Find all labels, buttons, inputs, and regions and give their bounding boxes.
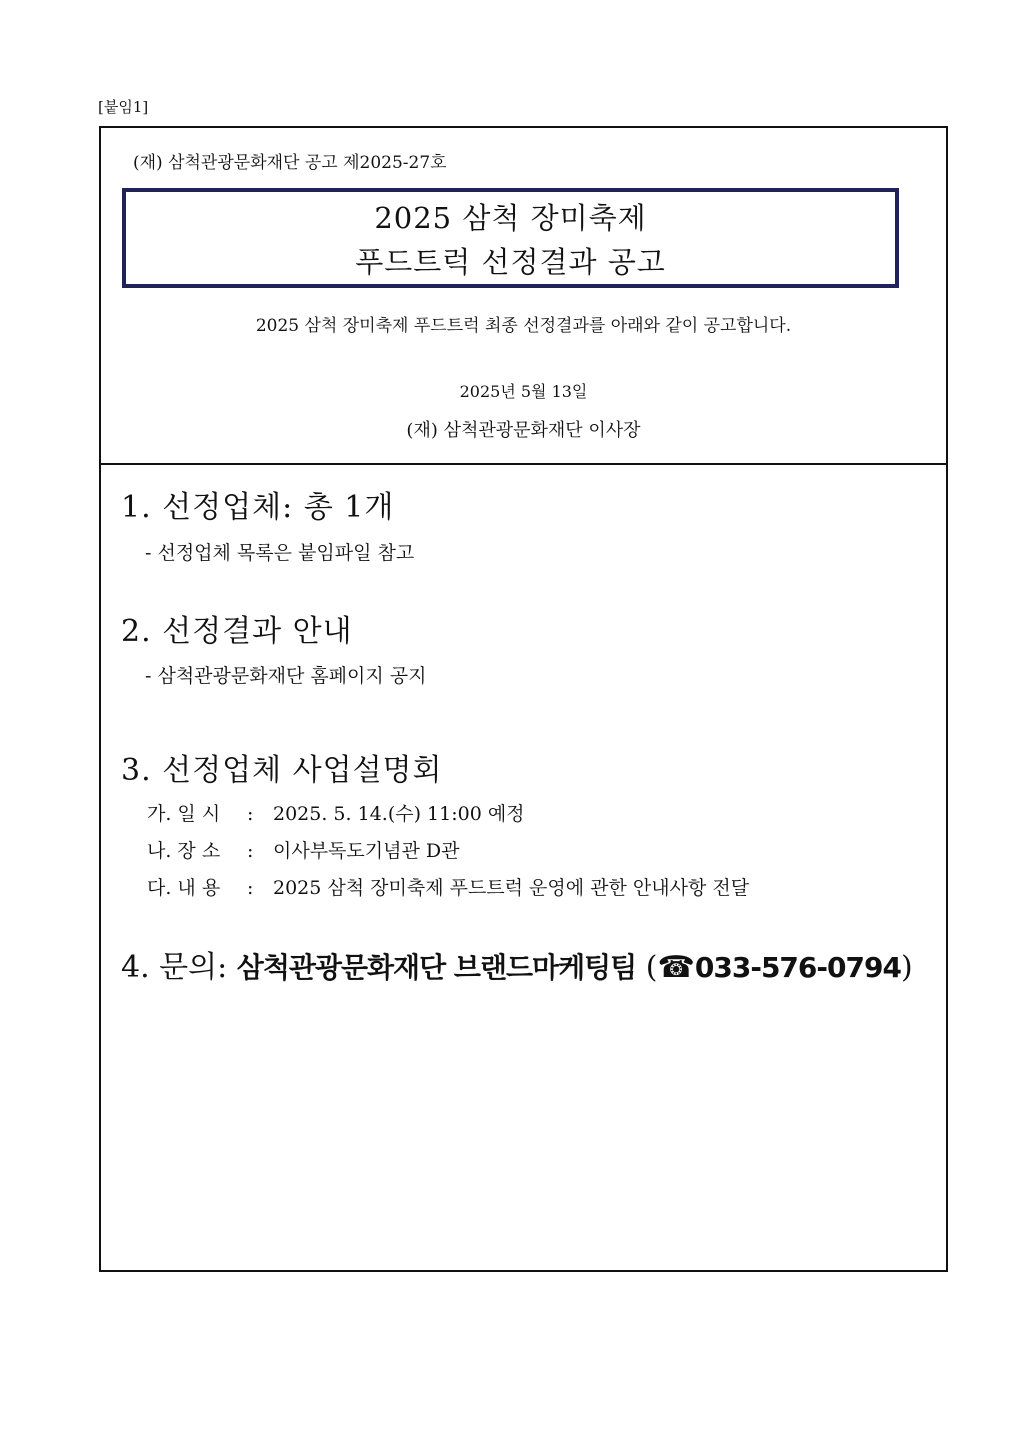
title-box [122, 188, 899, 288]
notice-issuer: (재) 삼척관광문화재단 이사장 [406, 420, 641, 441]
section-3-heading: 3. 선정업체 사업설명회 [121, 753, 443, 788]
notice-header [101, 128, 946, 465]
section-1-heading: 1. 선정업체: 총 1개 [121, 490, 395, 525]
notice-frame [99, 126, 948, 1272]
notice-summary: 2025 삼척 장미축제 푸드트럭 최종 선정결과를 아래와 같이 공고합니다. [255, 316, 792, 336]
schedule-row-place [147, 836, 459, 863]
contact-org: 삼척관광문화재단 브랜드마케팅팀 [236, 951, 637, 984]
row-colon: : [247, 840, 254, 862]
section-2-sub: - 삼척관광문화재단 홈페이지 공지 [145, 665, 427, 687]
row-value: 이사부독도기념관 D관 [273, 840, 460, 862]
row-label: 가. 일 시 [147, 803, 221, 825]
phone-icon: ☎ [657, 950, 695, 985]
contact-prefix: 4. 문의: [121, 950, 237, 985]
title-line-1: 2025 삼척 장미축제 [374, 201, 647, 235]
notice-number: (재) 삼척관광문화재단 공고 제2025-27호 [133, 153, 447, 173]
section-4-contact [121, 942, 913, 986]
row-value: 2025. 5. 14.(수) 11:00 예정 [273, 803, 525, 825]
attachment-label: [붙임1] [98, 98, 149, 116]
section-1-sub: - 선정업체 목록은 붙임파일 참고 [145, 542, 415, 564]
contact-paren-open: ( [636, 950, 658, 985]
row-colon: : [247, 803, 254, 825]
schedule-row-content [147, 873, 749, 900]
schedule-row-time [147, 799, 525, 826]
row-label: 다. 내 용 [147, 877, 221, 899]
contact-phone: 033-576-0794 [694, 951, 901, 984]
notice-date: 2025년 5월 13일 [459, 382, 588, 401]
row-label: 나. 장 소 [147, 840, 221, 862]
contact-paren-close: ) [900, 950, 913, 985]
row-value: 2025 삼척 장미축제 푸드트럭 운영에 관한 안내사항 전달 [273, 877, 750, 899]
row-colon: : [247, 877, 254, 899]
title-line-2: 푸드트럭 선정결과 공고 [355, 245, 666, 279]
section-2-heading: 2. 선정결과 안내 [121, 614, 353, 649]
